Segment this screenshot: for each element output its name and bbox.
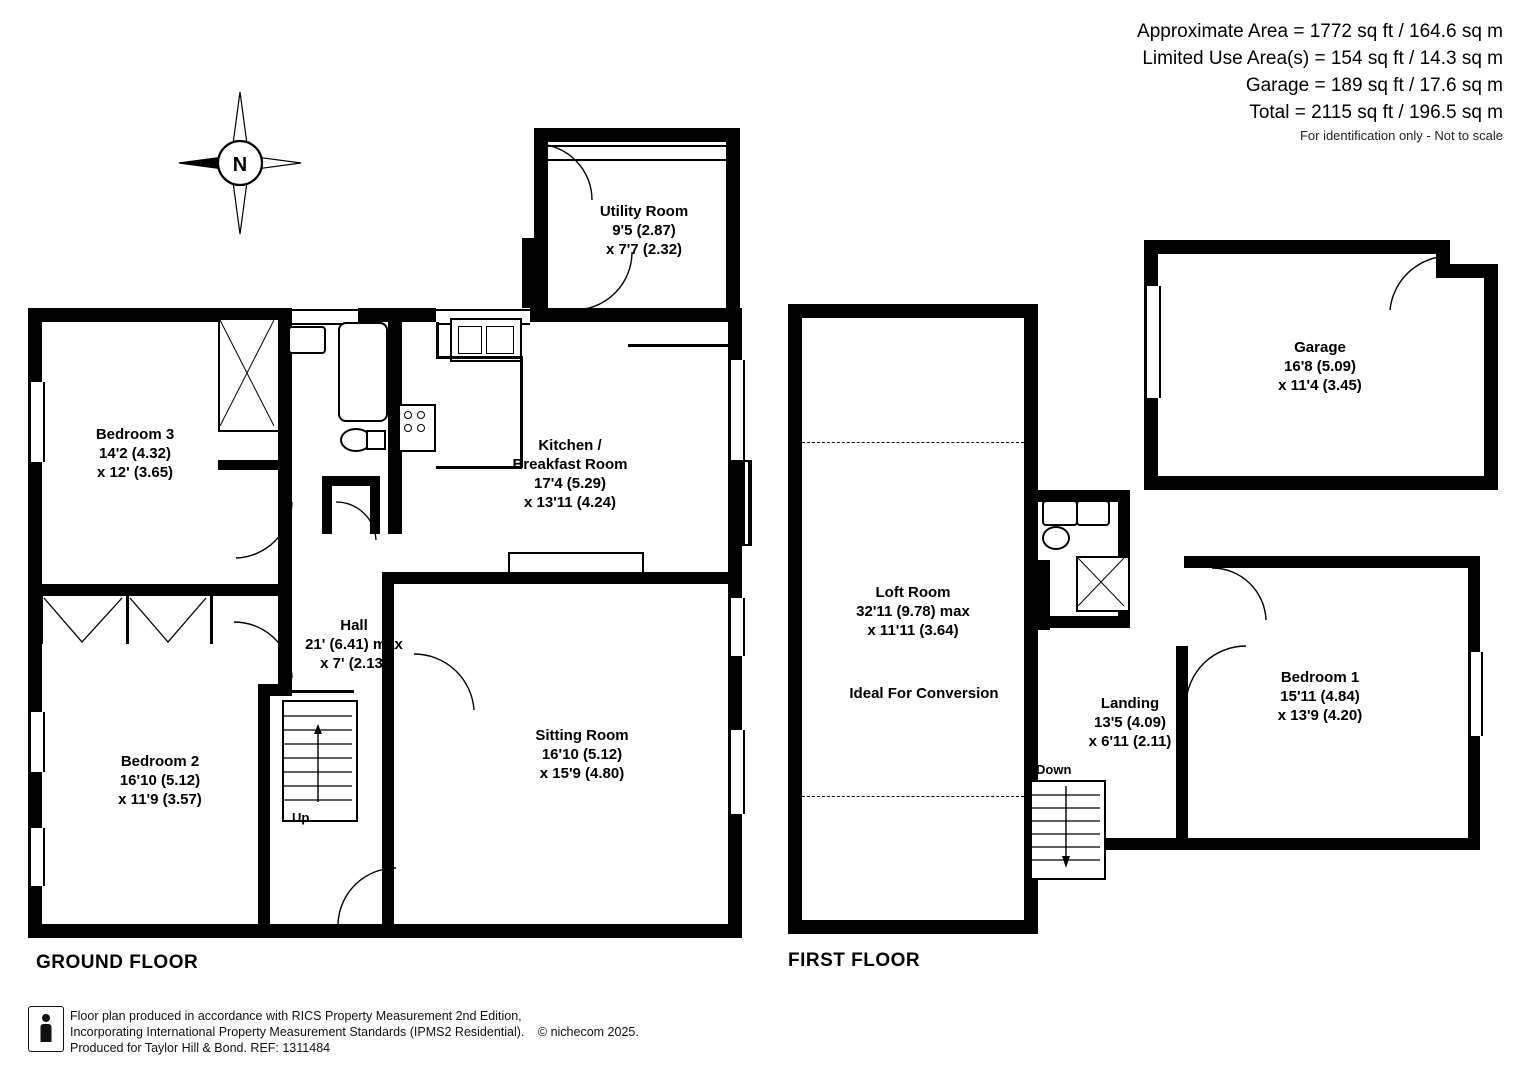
loft-restricted-line-bottom [802, 796, 1024, 797]
door-swing-utility-kitchen [572, 250, 634, 312]
room-label-hall: Hall 21' (6.41) max x 7' (2.13) [305, 617, 403, 672]
room-label-landing: Landing 13'5 (4.09) x 6'11 (2.11) [1088, 695, 1172, 750]
first-floor-plan [780, 0, 1527, 990]
room-label-garage: Garage 16'8 (5.09) x 11'4 (3.45) [1278, 339, 1362, 394]
svg-text:N: N [232, 154, 248, 176]
area-line-garage: Garage = 189 sq ft / 17.6 sq m [1245, 75, 1503, 96]
basin-fixture-first [1076, 500, 1110, 526]
room-label-loft-room: Loft Room 32'11 (9.78) max x 11'11 (3.64) [856, 584, 970, 639]
bath-basin-first [1042, 500, 1078, 526]
label-ideal-for-conversion: Ideal For Conversion [849, 685, 999, 702]
stairs-up-label: Up [292, 810, 310, 825]
bath-fixture [338, 322, 388, 422]
footer-line-3: Produced for Taylor Hill & Bond. REF: 1311484 [70, 1041, 331, 1055]
floor-title-ground: GROUND FLOOR [36, 952, 199, 973]
door-swing-hall-rear [336, 866, 398, 926]
door-swing-wc [334, 500, 378, 542]
door-swing-bedroom1 [1210, 566, 1268, 624]
wc-cistern [366, 430, 386, 450]
area-note: For identification only - Not to scale [1299, 128, 1503, 143]
door-swing-garage [1388, 254, 1452, 316]
person-icon [28, 1006, 64, 1052]
room-label-bedroom-3: Bedroom 3 14'2 (4.32) x 12' (3.65) [95, 426, 175, 481]
cooker-fixture [398, 404, 436, 452]
staircase-ground [282, 700, 358, 822]
staircase-first [1030, 780, 1106, 880]
room-label-utility: Utility Room 9'5 (2.87) x 7'7 (2.32) [599, 203, 689, 258]
shower-fixture [218, 318, 280, 432]
footer-copyright: © nichecom 2025. [537, 1025, 639, 1039]
shower-fixture-first [1076, 556, 1130, 612]
wc-fixture-first [1042, 526, 1070, 550]
area-line-approximate: Approximate Area = 1772 sq ft / 164.6 sq m [1137, 21, 1503, 42]
wardrobe-swing-left [42, 596, 126, 646]
footer-credits [70, 1008, 639, 1056]
room-label-bedroom-2: Bedroom 2 16'10 (5.12) x 11'9 (3.57) [118, 753, 202, 808]
room-label-bedroom-1: Bedroom 1 15'11 (4.84) x 13'9 (4.20) [1277, 669, 1363, 724]
basin-fixture [288, 326, 326, 354]
stairs-down-label: Down [1036, 762, 1072, 777]
wardrobe-swing-right [128, 596, 210, 646]
footer-line-2: Incorporating International Property Measurement Standards (IPMS2 Residential). [70, 1025, 525, 1039]
ground-floor-plan [0, 0, 780, 990]
door-swing-utility [536, 142, 596, 204]
floor-title-first: FIRST FLOOR [788, 950, 921, 971]
loft-restricted-line-top [802, 442, 1024, 443]
door-swing-bedroom3 [232, 500, 296, 562]
area-line-total: Total = 2115 sq ft / 196.5 sq m [1249, 102, 1503, 123]
area-line-limited-use: Limited Use Area(s) = 154 sq ft / 14.3 sq m [1142, 48, 1503, 69]
room-label-sitting-room: Sitting Room 16'10 (5.12) x 15'9 (4.80) [535, 727, 629, 782]
room-label-kitchen: Kitchen / Breakfast Room 17'4 (5.29) x 13'11 (4.24) [512, 437, 628, 511]
footer-line-1: Floor plan produced in accordance with RICS Property Measurement 2nd Edition, [70, 1009, 522, 1023]
